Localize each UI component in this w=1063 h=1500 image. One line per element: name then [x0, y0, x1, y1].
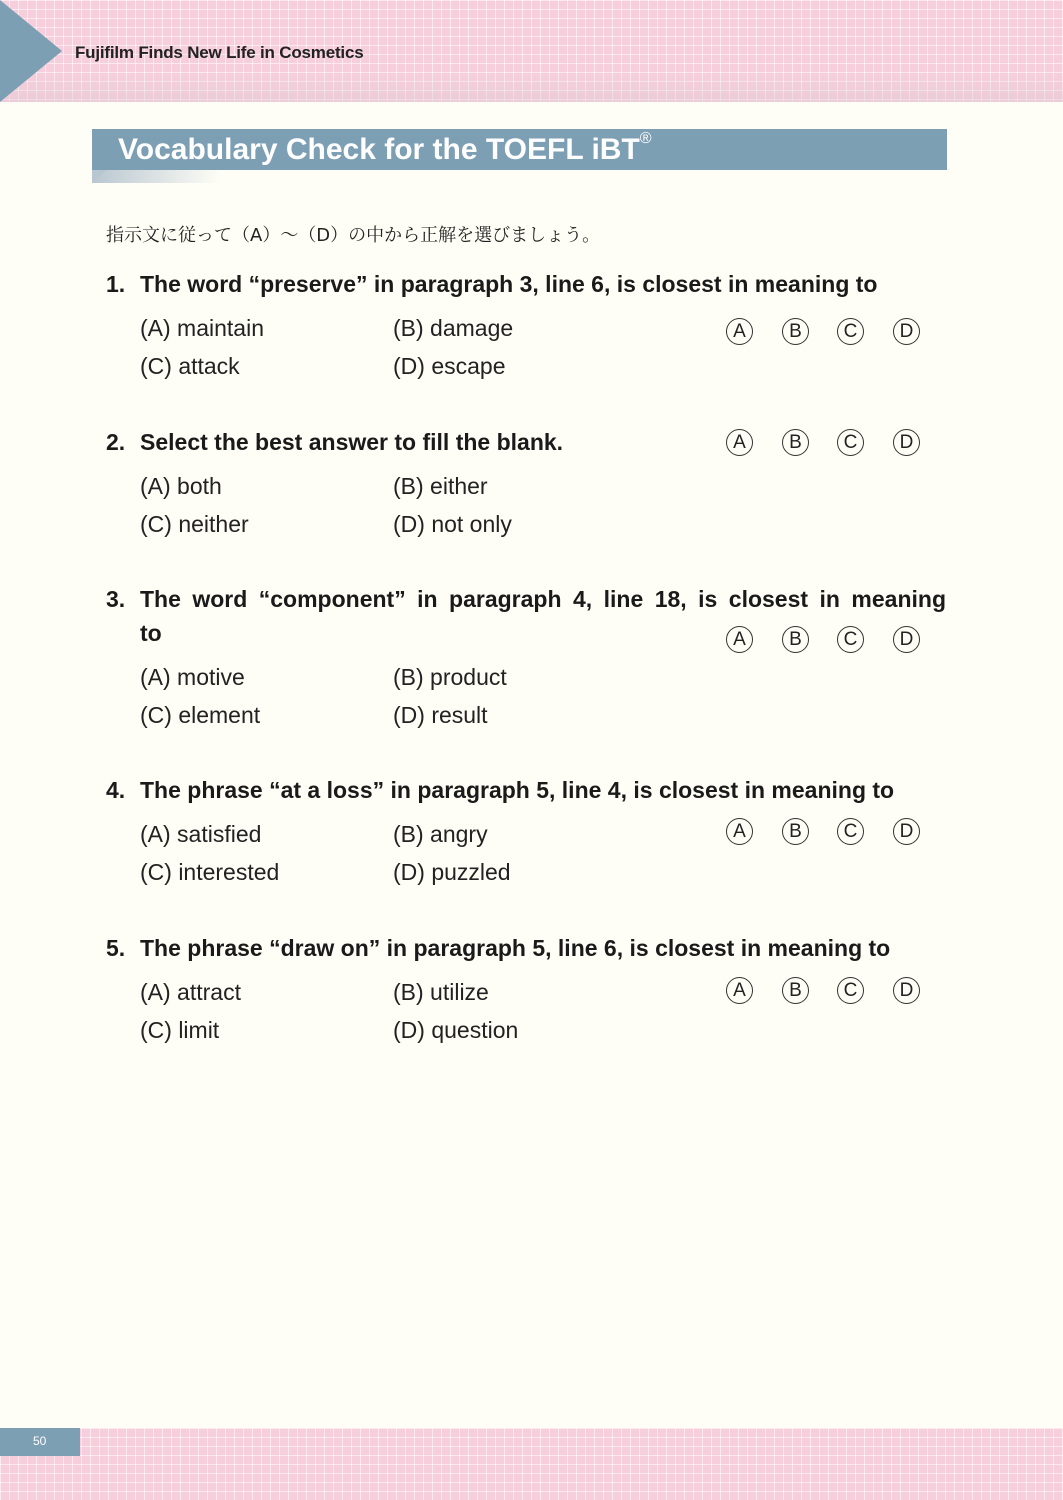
bubble-a[interactable]: A [726, 318, 753, 345]
section-heading [92, 129, 947, 183]
question-2-number: 2. [106, 429, 126, 455]
bubble-a[interactable]: A [726, 818, 753, 845]
running-title: Fujifilm Finds New Life in Cosmetics [75, 43, 364, 62]
footer-band [0, 1428, 1063, 1500]
question-5-number: 5. [106, 935, 126, 961]
bubble-a[interactable]: A [726, 429, 753, 456]
question-1-option-a: (A) maintain [140, 315, 264, 341]
bubble-c[interactable]: C [837, 977, 864, 1004]
question-4-option-b: (B) angry [393, 821, 488, 847]
question-2-stem: Select the best answer to fill the blank. [140, 429, 564, 455]
bubble-d[interactable]: D [893, 626, 920, 653]
question-4-option-d: (D) puzzled [393, 859, 511, 885]
question-4-number: 4. [106, 777, 126, 803]
bubble-b[interactable]: B [782, 626, 809, 653]
question-3-stem-continued: to [140, 620, 162, 646]
bubble-c[interactable]: C [837, 318, 864, 345]
bubble-d[interactable]: D [893, 818, 920, 845]
page-number: 50 [33, 1434, 47, 1448]
question-3-option-b: (B) product [393, 664, 507, 690]
question-5-stem: The phrase “draw on” in paragraph 5, line 6, is closest in meaning to [140, 935, 891, 961]
question-1-option-c: (C) attack [140, 353, 240, 379]
question-5-option-d: (D) question [393, 1017, 519, 1043]
bubble-a[interactable]: A [726, 977, 753, 1004]
question-2-answer-bubbles [726, 429, 926, 459]
section-title-text: Vocabulary Check for the TOEFL iBT [118, 133, 640, 166]
question-2-option-d: (D) not only [393, 511, 512, 537]
bubble-d[interactable]: D [893, 977, 920, 1004]
instruction-text: 指示文に従って（A）～（D）の中から正解を選びましょう。 [106, 225, 601, 246]
question-3-answer-bubbles [726, 626, 926, 656]
section-title [118, 130, 652, 167]
bubble-a[interactable]: A [726, 626, 753, 653]
question-5-option-a: (A) attract [140, 979, 241, 1005]
question-4-stem: The phrase “at a loss” in paragraph 5, line 4, is closest in meaning to [140, 777, 895, 803]
question-3-option-a: (A) motive [140, 664, 245, 690]
question-5-option-c: (C) limit [140, 1017, 220, 1043]
bubble-d[interactable]: D [893, 429, 920, 456]
question-1-number: 1. [106, 271, 126, 297]
question-5-option-b: (B) utilize [393, 979, 489, 1005]
corner-triangle-icon [0, 0, 62, 102]
question-2-option-b: (B) either [393, 473, 488, 499]
question-1-option-b: (B) damage [393, 315, 514, 341]
heading-underline [92, 170, 222, 183]
bubble-c[interactable]: C [837, 429, 864, 456]
question-2-option-c: (C) neither [140, 511, 249, 537]
question-2-option-a: (A) both [140, 473, 222, 499]
question-3-option-d: (D) result [393, 702, 488, 728]
bubble-b[interactable]: B [782, 977, 809, 1004]
question-3-option-c: (C) element [140, 702, 261, 728]
question-1-option-d: (D) escape [393, 353, 506, 379]
bubble-b[interactable]: B [782, 429, 809, 456]
question-4-option-c: (C) interested [140, 859, 280, 885]
question-1-answer-bubbles [726, 318, 926, 348]
bubble-b[interactable]: B [782, 318, 809, 345]
question-3-number: 3. [106, 586, 126, 612]
bubble-c[interactable]: C [837, 626, 864, 653]
bubble-d[interactable]: D [893, 318, 920, 345]
question-4-answer-bubbles [726, 818, 926, 848]
question-3-stem: The word “component” in paragraph 4, line 18, is closest in meaning [140, 586, 946, 612]
question-5-answer-bubbles [726, 977, 926, 1007]
question-4-option-a: (A) satisfied [140, 821, 262, 847]
question-1-stem: The word “preserve” in paragraph 3, line 6, is closest in meaning to [140, 271, 878, 297]
bubble-c[interactable]: C [837, 818, 864, 845]
bubble-b[interactable]: B [782, 818, 809, 845]
registered-mark: ® [639, 130, 652, 147]
header-band-fade [0, 72, 1063, 102]
